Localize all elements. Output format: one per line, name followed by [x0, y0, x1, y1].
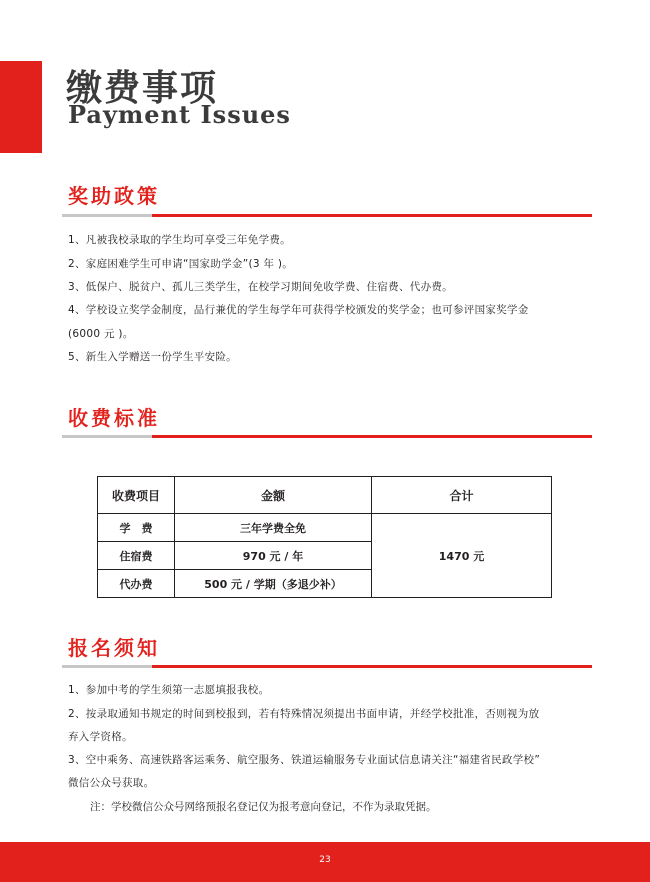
table-cell: 代办费 — [98, 570, 175, 598]
total-cell: 1470 元 — [372, 514, 552, 598]
fee-table — [97, 476, 552, 598]
list-item: 2、按录取通知书规定的时间到校报到，若有特殊情况须提出书面申请，并经学校批准，否则视为放 — [68, 708, 540, 720]
section-heading-scholarship: 奖助政策 — [68, 184, 160, 208]
list-item: 4、学校设立奖学金制度，品行兼优的学生每学年可获得学校颁发的奖学金；也可参评国家奖学金 — [68, 304, 529, 316]
table-cell: 500 元 / 学期（多退少补） — [175, 570, 372, 598]
list-item: 5、新生入学赠送一份学生平安险。 — [68, 351, 237, 363]
table-cell: 学 费 — [98, 514, 175, 542]
page-title: 缴费事项 — [66, 68, 219, 109]
section-divider — [62, 214, 592, 217]
table-cell: 住宿费 — [98, 542, 175, 570]
list-item: 1、凡被我校录取的学生均可享受三年免学费。 — [68, 234, 291, 246]
table-cell: 三年学费全免 — [175, 514, 372, 542]
list-item: 3、空中乘务、高速铁路客运乘务、航空服务、铁道运输服务专业面试信息请关注“福建省民政学校” — [68, 754, 541, 766]
list-item: 3、低保户、脱贫户、孤儿三类学生，在校学习期间免收学费、住宿费、代办费。 — [68, 281, 453, 293]
side-accent-bar — [0, 61, 42, 153]
page-subtitle: Payment Issues — [68, 100, 291, 129]
list-item: 微信公众号获取。 — [68, 777, 155, 789]
section-divider — [62, 435, 592, 438]
section-heading-enrollment: 报名须知 — [68, 636, 160, 660]
section-divider — [62, 665, 592, 668]
table-cell: 970 元 / 年 — [175, 542, 372, 570]
table-header-row — [98, 477, 552, 514]
page-number: 23 — [319, 855, 331, 865]
table-header: 金额 — [175, 477, 372, 514]
list-item: 2、家庭困难学生可申请“国家助学金”(3 年 )。 — [68, 258, 294, 270]
list-item: (6000 元 )。 — [68, 328, 134, 340]
list-item: 弃入学资格。 — [68, 731, 133, 743]
footnote: 注：学校微信公众号网络预报名登记仅为报考意向登记，不作为录取凭据。 — [90, 801, 437, 813]
table-row — [98, 514, 552, 542]
section-heading-fees: 收费标准 — [68, 406, 160, 430]
table-header: 收费项目 — [98, 477, 175, 514]
table-header: 合计 — [372, 477, 552, 514]
list-item: 1、参加中考的学生须第一志愿填报我校。 — [68, 684, 270, 696]
